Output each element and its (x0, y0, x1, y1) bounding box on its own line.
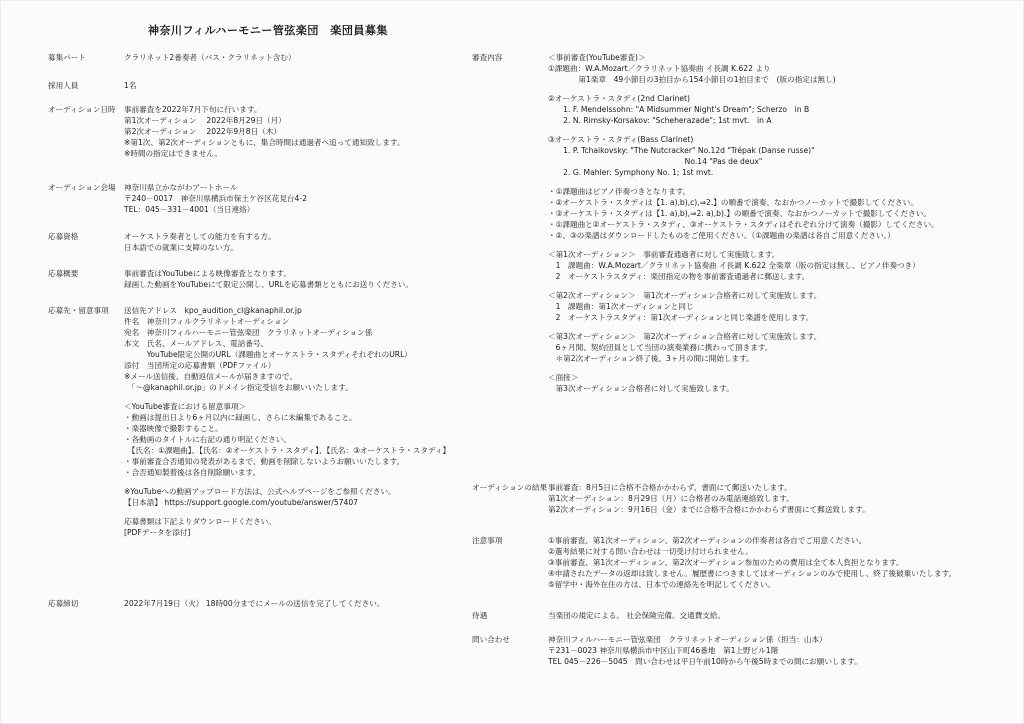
section-line: 2 オーケストラスタディ：楽団指定の物を事前審査通過者に郵送します。 (548, 272, 810, 281)
section-line: 件名 神奈川フィルクラリネットオーディション (124, 317, 290, 326)
section-line: 第2次オーディション 2022年9月8日（木） (124, 127, 281, 136)
section-line (548, 323, 939, 331)
section-line: 事前審査を2022年7月下旬に行います。 (124, 105, 262, 114)
section-line: 第3次オーディション合格者に対して実施致します。 (548, 384, 734, 393)
section-line: ②オーケストラ・スタディ(2nd Clarinet) (548, 94, 690, 103)
section-label: 応募資格 (48, 232, 79, 241)
document-title: 神奈川フィルハーモニー管弦楽団 楽団員募集 (148, 24, 388, 37)
section-line: ⑤留学中・海外在住の方は、日本での連絡先を明記してください。 (548, 580, 776, 589)
section-line (124, 393, 450, 401)
section-line: ※メール送信後、自動返信メールが届きますので、 (124, 372, 297, 381)
section-line: ＜第2次オーディション＞ 第1次オーディション合格者に対して実施致します。 (548, 291, 822, 300)
section-line: ＊第2次オーディション終了後、3ヶ月の間に開始します。 (548, 354, 754, 363)
section-line: TEL 045－226－5045 問い合わせは平日午前10時から午後5時までの間にお願いします。 (548, 657, 862, 666)
section-line: ＜第3次オーディション＞ 第2次オーディション合格者に対して実施致します。 (548, 332, 822, 341)
section-line: 当楽団の規定による。 社会保険完備。交通費支給。 (548, 611, 726, 620)
section-line (548, 364, 939, 372)
section-line: 6ヶ月間、契約団員として当団の演奏業務に携わって頂きます。 (548, 343, 773, 352)
section-body (548, 535, 956, 590)
section-line (548, 85, 939, 93)
section-line: YouTube限定公開のURL（課題曲とオーケストラ・スタディそれぞれのURL） (124, 350, 412, 359)
section-line: 「～@kanaphil.or.jp」のドメイン指定受信をお願いいたします。 (124, 383, 353, 392)
section-label: 応募概要 (48, 269, 79, 278)
section-body (124, 305, 450, 538)
section-line: ③オーケストラ・スタディ(Bass Clarinet) (548, 135, 694, 144)
section-line (124, 478, 450, 486)
section-body (124, 598, 384, 609)
section-body (124, 52, 296, 63)
section-line: 送信先アドレス kpo_audition_cl@kanaphil.or.jp (124, 306, 302, 315)
section-line: オーケストラ奏者としての能力を有する方。 (124, 232, 276, 241)
section-label: オーディション日時 (48, 105, 116, 114)
section-line: 第1次オーディション 2022年8月29日（月） (124, 116, 286, 125)
section-line (548, 126, 939, 134)
section-line: 日本語での就業に支障のない方。 (124, 243, 238, 252)
section-line: 2022年7月19日（火） 18時00分までにメールの送信を完了してください。 (124, 599, 385, 608)
section-line: ④申請されたデータの返却は致しません。履歴書につきましてはオーディションのみで使用し、終了後破棄いたします。 (548, 569, 957, 578)
section-line: 事前審査：8月5日に合格不合格かかわらず、書面にて郵送いたします。 (548, 483, 792, 492)
section-line: 本文 氏名、メールアドレス、電話番号、 (124, 339, 269, 348)
section-line: ※YouTubeへの動画アップロード方法は、公式ヘルプページをご参照ください。 (124, 487, 396, 496)
section-line: 添付 当団所定の応募書類（PDFファイル） (124, 361, 276, 370)
section-line: TEL：045－331－4001（当日連絡） (124, 205, 255, 214)
section-line: ②選考結果に対する問い合わせは一切受け付けられません。 (548, 547, 753, 556)
section-line: 1 課題曲：第1次オーディションと同じ (548, 302, 694, 311)
section-line: ＜第1次オーディション＞ 事前審査通過者に対して実施致します。 (548, 250, 780, 259)
section-line: ※時間の指定はできません。 (124, 149, 222, 158)
section-label: 問い合わせ (472, 635, 510, 644)
section-line: 2 オーケストラスタディ：第1次オーディションと同じ楽譜を使用します。 (548, 313, 814, 322)
section-line (548, 241, 939, 249)
section-body (124, 182, 307, 215)
section-line: ・②、③の楽譜はダウンロードしたものをご使用ください。（①課題曲の楽譜は各自ご用意ください。） (548, 231, 895, 240)
section-line: 〒240－0017 神奈川県横浜市保土ケ谷区花見台4-2 (124, 194, 307, 203)
section-body (548, 610, 725, 621)
section-line: 2. G. Mahler: Symphony No. 1; 1st mvt. (548, 168, 714, 177)
section-label: 応募先・留意事項 (48, 306, 109, 315)
section-line: 神奈川県立かながわアートホール (124, 183, 238, 192)
section-label: 募集パート (48, 53, 86, 62)
section-line: ・各動画のタイトルに右記の通り明記ください。 (124, 435, 291, 444)
section-label: 審査内容 (472, 53, 503, 62)
section-line: 第2次オーディション：9月16日（金）までに合格不合格にかかわらず書面にて郵送致します。 (548, 505, 870, 514)
section-line: [PDFデータを添付] (124, 528, 191, 537)
section-line: 神奈川フィルハーモニー管弦楽団 クラリネットオーディション係（担当：山本） (548, 635, 827, 644)
section-body (124, 231, 276, 253)
section-line: 第1楽章 49小節目の3拍目から154小節目の1拍目まで (版の指定は無し) (548, 75, 836, 84)
section-line: ・③オーケストラ・スタディは【1. a),b),⇒2. a),b).】の順番で演奏、なおかつノーカットで撮影してください。 (548, 209, 931, 218)
section-label: 応募締切 (48, 599, 79, 608)
section-line (548, 178, 939, 186)
section-line (548, 282, 939, 290)
section-label: オーディションの結果 (472, 483, 548, 492)
section-body (124, 80, 136, 91)
section-body (548, 52, 939, 394)
section-line: ①事前審査、第1次オーディション、第2次オーディションの伴奏者は各自でご用意ください。 (548, 536, 867, 545)
section-line: 1名 (124, 81, 137, 90)
section-line: ・動画は提出日より6ヶ月以内に録画し、さらに未編集であること。 (124, 413, 357, 422)
section-label: 待遇 (472, 611, 488, 620)
section-line (124, 508, 450, 516)
section-line: 宛名 神奈川フィルハーモニー管弦楽団 クラリネットオーディション係 (124, 328, 373, 337)
section-label: 注意事項 (472, 536, 503, 545)
section-line: 第1次オーディション：8月29日（月）に合格者のみ電話連絡致します。 (548, 494, 794, 503)
section-body (124, 104, 404, 159)
section-line: ・②オーケストラ・スタディは【1. a),b),c),⇒2.】の順番で演奏、なおかつノーカットで撮影してください。 (548, 198, 918, 207)
section-line: ・①課題曲と②オーケストラ・スタディ、③オーケストラ・スタディはそれぞれ分けて演奏（撮影）してください。 (548, 220, 939, 229)
section-line: ・楽器映像で撮影すること。 (124, 424, 223, 433)
section-line: No.14 "Pas de deux" (548, 157, 763, 166)
section-line: 〒231－0023 神奈川県横浜市中区山下町46番地 第1上野ビル1階 (548, 646, 779, 655)
section-line: 【氏名：①課題曲】、【氏名：②オーケストラ・スタディ】、【氏名：③オーケストラ・スタディ】 (124, 446, 451, 455)
section-line: 2. N. Rimsky-Korsakov: "Scheherazade"; 1st mvt. in A (548, 116, 772, 125)
section-line: 事前審査はYouTubeによる映像審査となります。 (124, 269, 291, 278)
section-line: ＜YouTube審査における留意事項＞ (124, 402, 247, 411)
section-line: ①課題曲：W.A.Mozart／クラリネット協奏曲 イ長調 K.622 より (548, 64, 771, 73)
section-line: 1 課題曲：W.A.Mozart／クラリネット協奏曲 イ長調 K.622 全楽章（版の指定は無し、ピアノ伴奏つき） (548, 261, 920, 270)
section-line: ※第1次、第2次オーディションともに、集合時間は通過者へ追って通知致します。 (124, 138, 405, 147)
section-line: ・①課題曲はピアノ伴奏つきとなります。 (548, 187, 691, 196)
section-label: 採用人員 (48, 81, 79, 90)
section-line: ・合否通知製着後は各自削除願います。 (124, 468, 261, 477)
section-line: 【日本語】 https://support.google.com/youtube/answer/57407 (124, 498, 359, 507)
section-label: オーディション会場 (48, 183, 116, 192)
section-line: ③事前審査、第1次オーディション、第2次オーディション参加のための費用は全て本人負担となります。 (548, 558, 904, 567)
section-line: ＜事前審査(YouTube審査)＞ (548, 53, 646, 62)
section-line: ＜面接＞ (548, 373, 579, 382)
section-body (124, 268, 413, 290)
section-line: クラリネット2番奏者（バス・クラリネット含む） (124, 53, 296, 62)
section-line: ・事前審査合否通知の発表があるまで、動画を削除しないようお願いいたします。 (124, 457, 405, 466)
section-line: 1. F. Mendelssohn: "A Midsummer Night's Dream"; Scherzo in B (548, 105, 810, 114)
section-line: 応募書類は下記よりダウンロードください。 (124, 517, 276, 526)
section-body (548, 482, 870, 515)
section-line: 録画した動画をYouTubeにて限定公開し、URLを応募書類とともにお送りください。 (124, 280, 413, 289)
section-line: 1. P. Tchaikovsky: "The Nutcracker" No.12d "Trépak (Danse russe)" (548, 146, 815, 155)
section-body (548, 634, 862, 667)
